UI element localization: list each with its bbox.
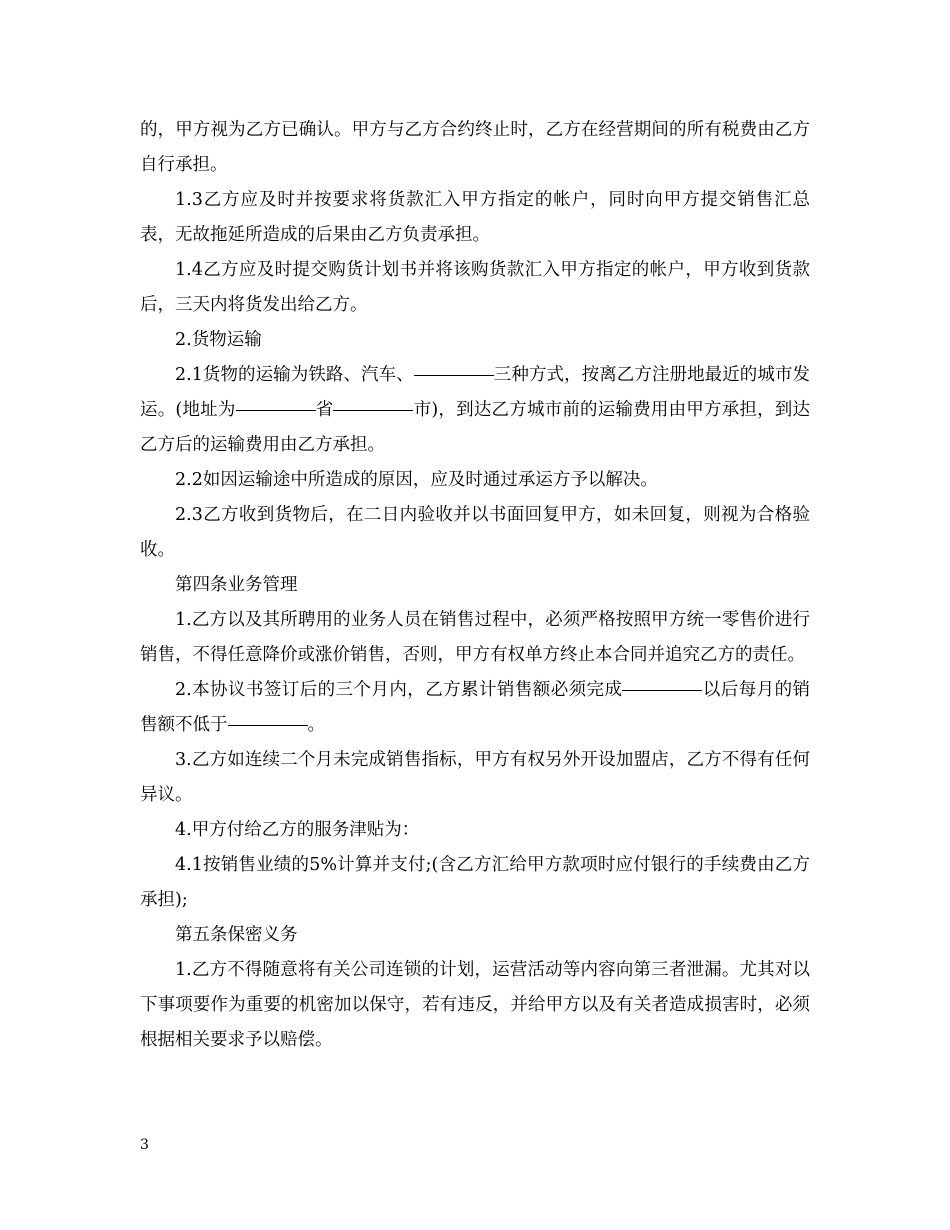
body-paragraph (140, 918, 810, 953)
body-paragraph (140, 183, 810, 253)
paragraph-text: 市)，到达乙方城市前的运输费用由甲方承担，到达乙方后的运输费用由乙方承担。 (140, 400, 811, 455)
paragraph-text: 以后每月的销售额不低于 (140, 680, 810, 735)
fill-in-blank (228, 725, 308, 726)
fill-in-blank (236, 410, 316, 411)
fill-in-blank (622, 690, 702, 691)
body-paragraph (140, 358, 810, 463)
paragraph-text: 2.2如因运输途中所造成的原因，应及时通过承运方予以解决。 (175, 470, 658, 490)
paragraph-text: 2.本协议书签订后的三个月内，乙方累计销售额必须完成 (175, 680, 623, 700)
paragraph-text: 1.乙方以及其所聘用的业务人员在销售过程中，必须严格按照甲方统一零售价进行销售，不得任意降价或涨价销售，否则，甲方有权单方终止本合同并追究乙方的责任。 (140, 610, 810, 665)
paragraph-text: 1.3乙方应及时并按要求将货款汇入甲方指定的帐户，同时向甲方提交销售汇总表，无故拖延所造成的后果由乙方负责承担。 (140, 190, 810, 245)
paragraph-text: 第五条保密义务 (175, 925, 298, 945)
body-paragraph (140, 743, 810, 813)
paragraph-text: 2.3乙方收到货物后，在二日内验收并以书面回复甲方，如未回复，则视为合格验收。 (140, 505, 810, 560)
page-number: 3 (140, 1137, 149, 1153)
paragraph-text: 4.甲方付给乙方的服务津贴为： (175, 820, 420, 840)
body-paragraph (140, 253, 810, 323)
body-paragraph (140, 603, 810, 673)
body-paragraph (140, 463, 810, 498)
paragraph-text: 1.4乙方应及时提交购货计划书并将该购货款汇入甲方指定的帐户，甲方收到货款后，三天内将货发出给乙方。 (140, 260, 810, 315)
paragraph-text: 三种方式，按离乙方注册地最近的城市发运。(地址为 (140, 365, 810, 420)
paragraph-text: 4.1按销售业绩的5%计算并支付;(含乙方汇给甲方款项时应付银行的手续费由乙方承担); (140, 855, 810, 910)
body-paragraph (140, 673, 810, 743)
paragraph-text: 的，甲方视为乙方已确认。甲方与乙方合约终止时，乙方在经营期间的所有税费由乙方自行承担。 (140, 120, 810, 175)
fill-in-blank (333, 410, 413, 411)
paragraph-text: 省 (315, 400, 334, 420)
paragraph-text: 2.1货物的运输为铁路、汽车、 (175, 365, 414, 385)
body-paragraph (140, 498, 810, 568)
document-body (140, 113, 810, 1058)
body-paragraph (140, 953, 810, 1058)
body-paragraph (140, 113, 810, 183)
fill-in-blank (414, 375, 494, 376)
body-paragraph (140, 848, 810, 918)
paragraph-text: 1.乙方不得随意将有关公司连锁的计划，运营活动等内容向第三者泄漏。尤其对以下事项要作为重要的机密加以保守，若有违反，并给甲方以及有关者造成损害时，必须根据相关要求予以赔偿。 (140, 960, 810, 1050)
paragraph-text: 第四条业务管理 (175, 575, 298, 595)
paragraph-text: 2.货物运输 (175, 330, 262, 350)
paragraph-text: 3.乙方如连续二个月未完成销售指标，甲方有权另外开设加盟店，乙方不得有任何异议。 (140, 750, 810, 805)
paragraph-text: 。 (307, 715, 325, 735)
body-paragraph (140, 813, 810, 848)
body-paragraph (140, 323, 810, 358)
body-paragraph (140, 568, 810, 603)
